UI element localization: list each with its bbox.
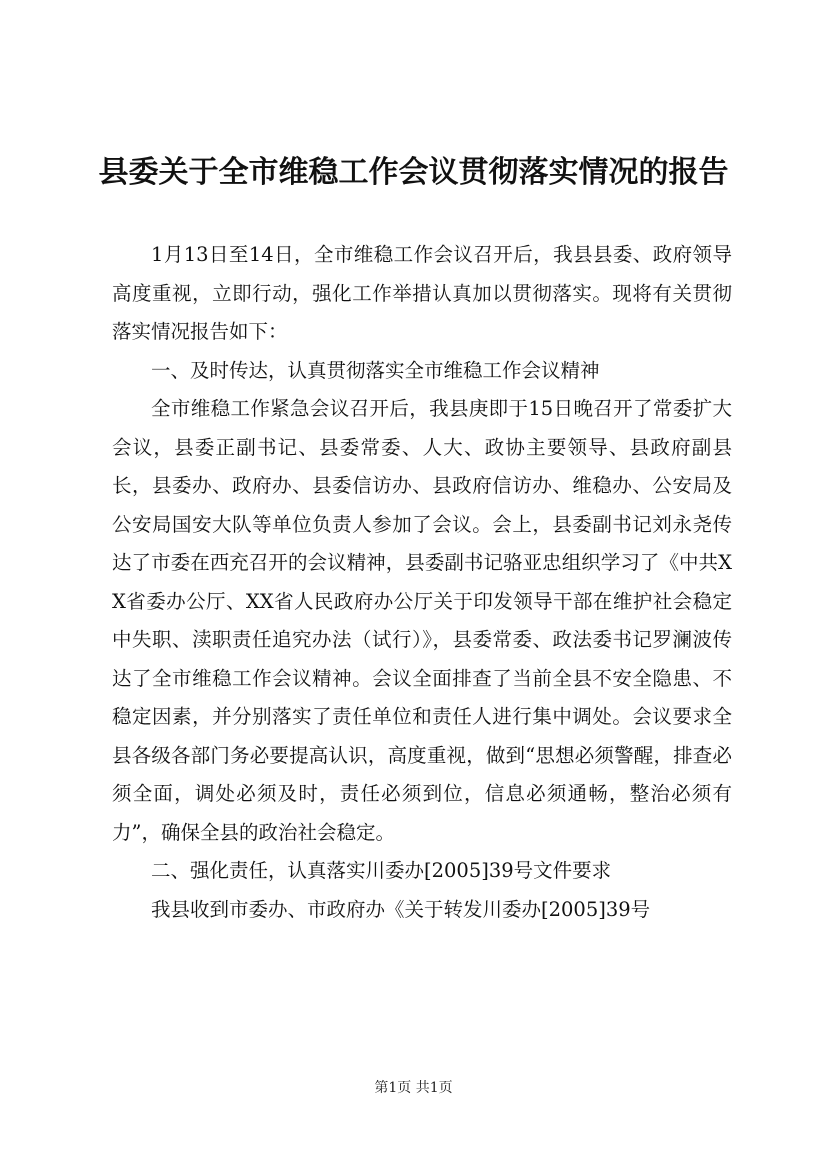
- document-title: 县委关于全市维稳工作会议贯彻落实情况的报告: [98, 155, 729, 190]
- document-body: [112, 236, 732, 929]
- intro-paragraph: 1月13日至14日，全市维稳工作会议召开后，我县县委、政府领导高度重视，立即行动，强化工作举措认真加以贯彻落实。现将有关贯彻落实情况报告如下：: [112, 243, 732, 343]
- section-heading-1: 一、及时传达，认真贯彻落实全市维稳工作会议精神: [151, 358, 600, 382]
- section-1-paragraph: 全市维稳工作紧急会议召开后，我县庚即于15日晚召开了常委扩大会议，县委正副书记、县委常委、人大、政协主要领导、县政府副县长，县委办、政府办、县委信访办、县政府信访办、维稳办、公安局及公安局国安大队等单位负责人参加了会议。会上，县委副书记刘永尧传达了市委在西充召开的会议精神，县委副书记骆亚忠组织学习了《中共XX省委办公厅、XX省人民政府办公厅关于印发领导干部在维护社会稳定中失职、渎职责任追究办法（试行）》，县委常委、政法委书记罗澜波传达了全市维稳工作会议精神。会议全面排查了当前全县不安全隐患、不稳定因素，并分别落实了责任单位和责任人进行集中调处。会议要求全县各级各部门务必要提高认识，高度重视，做到“思想必须警醒，排查必须全面，调处必须及时，责任必须到位，信息必须通畅，整治必须有力”，确保全县的政治社会稳定。: [112, 397, 732, 844]
- section-heading-2: 二、强化责任，认真落实川委办[2005]39号文件要求: [151, 859, 612, 882]
- section-2-paragraph: 我县收到市委办、市政府办《关于转发川委办[2005]39号: [151, 897, 651, 921]
- page-number-footer: 第1页 共1页: [374, 1080, 453, 1096]
